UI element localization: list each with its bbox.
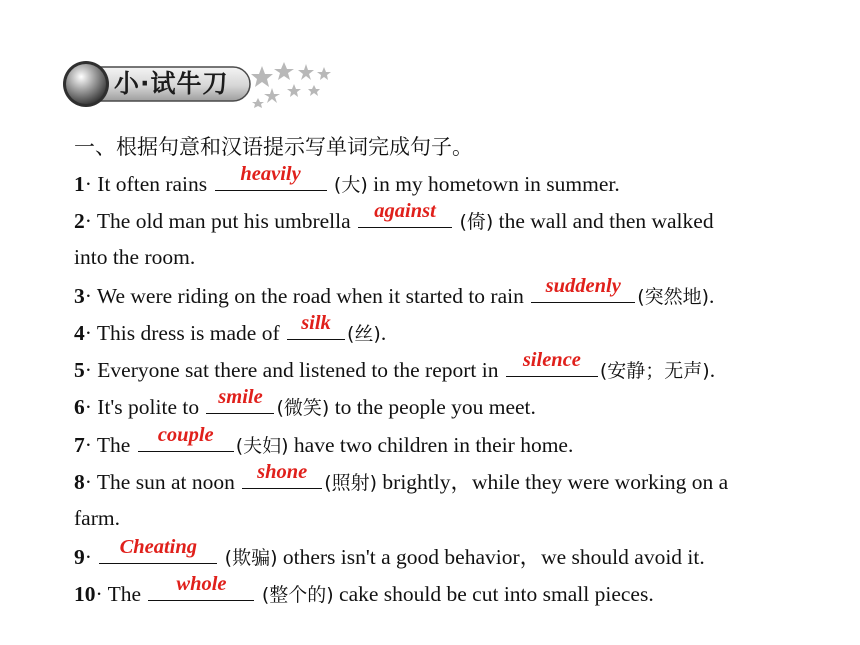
sentence-text: This dress is made of (96, 321, 285, 345)
sentence-text: to the people you meet. (329, 395, 536, 419)
item-number: 8 (74, 470, 85, 494)
sentence-text: We were riding on the road when it started to rain (96, 284, 530, 308)
answer-text: silk (301, 312, 331, 334)
section-heading: 一、根据句意和汉语提示写单词完成句子。 (74, 135, 473, 159)
item-number: 2 (74, 209, 85, 233)
chinese-hint: (夫妇) (235, 435, 289, 457)
answer-blank (242, 461, 322, 489)
chinese-hint: (突然地) (637, 286, 710, 308)
sentence-1: 1· It often rains heavily (大) in my hometown in summer. (74, 163, 620, 196)
stars-decoration (251, 62, 331, 108)
item-number: 1 (74, 172, 85, 196)
chinese-hint: (微笑) (276, 397, 330, 419)
answer-text: whole (176, 573, 227, 595)
answer-blank (138, 424, 234, 452)
answer-text: suddenly (545, 275, 621, 297)
answer-blank (206, 386, 274, 414)
chinese-hint: (安静；无声) (599, 360, 710, 382)
sentence-7: 7· The couple (夫妇) have two children in their home. (74, 424, 574, 457)
badge-title: 小·试牛刀 (114, 69, 229, 98)
item-number: 10 (74, 582, 96, 606)
item-number: 4 (74, 321, 85, 345)
answer-text: Cheating (119, 536, 198, 558)
sentence-text: It's polite to (97, 395, 205, 419)
sentence-3: 3· We were riding on the road when it started to rain suddenly (突然地). (74, 275, 715, 308)
sentence-text: The (107, 582, 147, 606)
answer-blank (215, 163, 327, 191)
sentence-8-continued: farm. (74, 506, 120, 530)
answer-blank (531, 275, 635, 303)
item-number: 3 (74, 284, 85, 308)
sentence-text: have two children in their home. (288, 433, 574, 457)
sentence-text: brightly，while they were working on a (377, 470, 729, 494)
sentence-text: . (380, 321, 387, 345)
item-number: 9 (74, 545, 85, 569)
chinese-hint: (照射) (324, 472, 378, 494)
item-number: 6 (74, 395, 85, 419)
answer-text: against (374, 200, 436, 222)
sentence-text: in my hometown in summer. (367, 172, 620, 196)
sentence-text: Everyone sat there and listened to the report in (97, 358, 504, 382)
chinese-hint: (丝) (347, 323, 381, 345)
sentence-text: The old man put his umbrella (96, 209, 357, 233)
sentence-2-continued: into the room. (74, 245, 196, 269)
answer-text: heavily (240, 163, 301, 185)
answer-text: shone (257, 461, 308, 483)
sentence-10: 10· The whole (整个的) cake should be cut into small pieces. (74, 573, 654, 606)
sentence-text: The (96, 433, 136, 457)
sentence-5: 5· Everyone sat there and listened to the report in silence (安静；无声). (74, 349, 716, 382)
sentence-4: 4· This dress is made of silk (丝). (74, 312, 387, 345)
answer-blank (506, 349, 598, 377)
sentence-text: the wall and then walked (493, 209, 714, 233)
answer-text: smile (218, 386, 263, 408)
item-number: 5 (74, 358, 85, 382)
sentence-text: others isn't a good behavior，we should avoid it. (277, 545, 705, 569)
sentence-text: It often rains (97, 172, 213, 196)
chinese-hint: (欺骗) (224, 547, 278, 569)
answer-blank (148, 573, 254, 601)
answer-text: couple (157, 424, 214, 446)
sentence-text: cake should be cut into small pieces. (333, 582, 654, 606)
sentence-text: . (709, 284, 715, 308)
sentence-text: The sun at noon (96, 470, 241, 494)
sentence-text: . (709, 358, 716, 382)
sentence-9: 9· Cheating (欺骗) others isn't a good behavior，we should avoid it. (74, 536, 705, 569)
answer-blank (358, 200, 452, 228)
chinese-hint: (倚) (459, 211, 494, 233)
sentence-8: 8· The sun at noon shone (照射) brightly，while they were working on a (74, 461, 729, 494)
chinese-hint: (大) (333, 174, 368, 196)
item-number: 7 (74, 433, 85, 457)
sentence-2: 2· The old man put his umbrella against (倚) the wall and then walked (74, 200, 714, 233)
sentence-6: 6· It's polite to smile (微笑) to the people you meet. (74, 386, 536, 419)
answer-text: silence (522, 349, 581, 371)
answer-blank (99, 536, 217, 564)
answer-blank (287, 312, 345, 340)
chinese-hint: (整个的) (261, 584, 334, 606)
